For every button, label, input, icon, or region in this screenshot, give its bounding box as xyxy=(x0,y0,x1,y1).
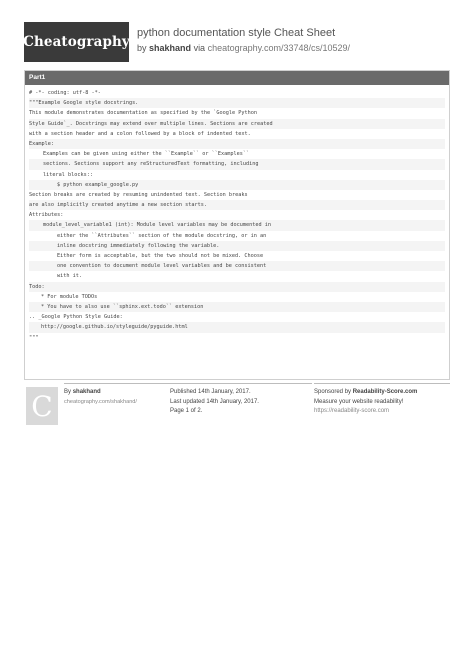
via-label: via xyxy=(193,43,206,53)
sponsored-prefix: Sponsored by xyxy=(314,389,352,395)
section-title: Part1 xyxy=(25,71,449,85)
logo-text: Cheatography xyxy=(23,34,130,50)
sponsor-name[interactable]: Readability-Score.com xyxy=(352,389,418,395)
code-block xyxy=(25,85,449,346)
code-line: sections. Sections support any reStructuredText formatting, including xyxy=(29,159,445,169)
by-prefix: by xyxy=(137,43,147,53)
cheatography-logo[interactable] xyxy=(24,22,129,62)
author-link[interactable]: shakhand xyxy=(149,43,192,53)
byline xyxy=(137,43,350,53)
sponsor-tagline: Measure your website readability! xyxy=(314,398,404,405)
code-line: http://google.github.io/styleguide/pyguide.html xyxy=(29,322,445,332)
footer-author-col xyxy=(64,383,182,424)
avatar[interactable] xyxy=(26,387,58,425)
code-line: either the ``Attributes`` section of the module docstring, or in an xyxy=(57,232,267,239)
sheet-url-link[interactable]: cheatography.com/33748/cs/10529/ xyxy=(207,43,351,53)
code-line: with it. xyxy=(57,273,82,280)
page-number: Page 1 of 2. xyxy=(170,408,203,414)
code-line: This module demonstrates documentation as specified by the `Google Python xyxy=(29,110,257,117)
code-line: literal blocks:: xyxy=(43,171,93,178)
section-part1 xyxy=(24,70,450,380)
footer-sponsor-col xyxy=(314,383,450,424)
updated-date: Last updated 14th January, 2017. xyxy=(170,398,259,405)
code-line: """Example Google style docstrings. xyxy=(29,98,445,108)
footer-author-link[interactable]: cheatography.com/shakhand/ xyxy=(64,398,137,405)
sheet-title: python documentation style Cheat Sheet xyxy=(137,27,336,39)
code-line: are also implicitly created anytime a new section starts. xyxy=(29,200,445,210)
footer-author-name[interactable]: shakhand xyxy=(72,389,101,395)
code-line: module_level_variable1 (int): Module level variables may be documented in xyxy=(29,220,445,230)
code-line: Section breaks are created by resuming unindented text. Section breaks xyxy=(29,191,248,198)
code-line: """ xyxy=(29,334,39,341)
page-header xyxy=(24,22,450,62)
code-line: Todo: xyxy=(29,282,445,292)
sponsor-link[interactable]: https://readability-score.com xyxy=(314,408,390,414)
code-line: * For module TODOs xyxy=(41,293,98,300)
code-line: one convention to document module level variables and be consistent xyxy=(29,261,445,271)
avatar-letter: C xyxy=(31,389,53,423)
code-line: with a section header and a colon followed by a block of indented text. xyxy=(29,130,251,137)
code-line: * You have to also use ``sphinx.ext.todo`` extension xyxy=(29,302,445,312)
title-block xyxy=(137,27,350,53)
footer-dates-col xyxy=(170,383,312,424)
code-line: Examples can be given using either the ``Example`` or ``Examples`` xyxy=(43,151,250,158)
code-line: Style Guide`_. Docstrings may extend over multiple lines. Sections are created xyxy=(29,119,445,129)
code-line: # -*- coding: utf-8 -*- xyxy=(29,90,101,96)
code-line: inline docstring immediately following the variable. xyxy=(29,241,445,251)
code-line: Attributes: xyxy=(29,212,64,219)
code-line: Example: xyxy=(29,139,445,149)
code-line: $ python example_google.py xyxy=(29,180,445,190)
code-line: Either form is acceptable, but the two should not be mixed. Choose xyxy=(57,253,264,259)
code-line: .. _Google Python Style Guide: xyxy=(29,314,123,321)
published-date: Published 14th January, 2017. xyxy=(170,389,251,395)
by-label: By xyxy=(64,389,72,395)
page-footer xyxy=(24,383,450,423)
